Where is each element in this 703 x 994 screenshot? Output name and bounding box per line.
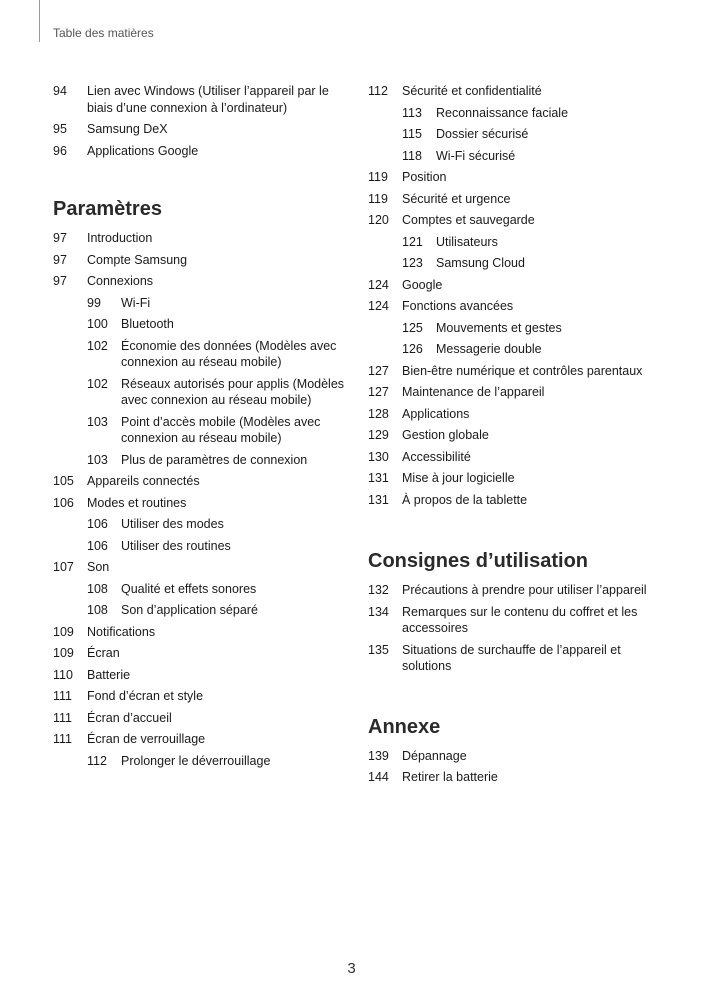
toc-entry[interactable] — [368, 191, 668, 208]
toc-entry[interactable] — [53, 273, 345, 290]
toc-entry-page: 124 — [368, 277, 389, 292]
toc-entry-page: 113 — [402, 105, 422, 120]
toc-left-column — [53, 83, 345, 774]
toc-entry-page: 130 — [368, 449, 389, 464]
toc-entry-page: 132 — [368, 583, 389, 597]
toc-entry-text: Compte Samsung — [87, 252, 188, 267]
section-title-consignes: Consignes d’utilisation — [368, 550, 589, 572]
toc-entry[interactable] — [53, 688, 345, 705]
toc-entry[interactable] — [53, 495, 345, 512]
toc-entry-text: Point d’accès mobile (Modèles avec connexion au réseau mobile) — [121, 414, 321, 445]
toc-entry-page: 144 — [368, 770, 389, 784]
toc-entry[interactable] — [53, 645, 345, 662]
toc-entry-text: Mouvements et gestes — [436, 320, 562, 335]
toc-entry[interactable] — [368, 126, 668, 143]
toc-entry-page: 108 — [87, 581, 108, 596]
toc-entry-page: 97 — [53, 231, 67, 245]
toc-entry-text: Notifications — [87, 624, 156, 639]
toc-entry[interactable] — [53, 252, 345, 269]
toc-entry-text: Google — [402, 277, 443, 292]
toc-entry-text: Son d’application séparé — [121, 603, 258, 617]
toc-entry-page: 97 — [53, 252, 67, 267]
toc-entry-page: 118 — [402, 148, 422, 163]
toc-entry[interactable] — [368, 363, 668, 380]
toc-entry-page: 100 — [87, 317, 108, 331]
toc-entry-page: 103 — [87, 414, 108, 429]
toc-entry[interactable] — [53, 452, 345, 469]
toc-entry-text: Batterie — [87, 667, 131, 682]
toc-entry[interactable] — [368, 255, 668, 272]
toc-entry-text: Réseaux autorisés pour applis (Modèles avec connexion au réseau mobile) — [121, 376, 345, 407]
toc-entry-page: 112 — [87, 753, 107, 768]
toc-entry[interactable] — [368, 83, 668, 100]
toc-entry-text: Économie des données (Modèles avec connexion au réseau mobile) — [121, 338, 337, 369]
toc-entry[interactable] — [53, 414, 345, 447]
toc-entry-text: Son — [87, 560, 110, 574]
toc-entry-page: 102 — [87, 376, 108, 391]
toc-entry-text: Sécurité et urgence — [402, 191, 511, 206]
toc-entry-text: Situations de surchauffe de l’appareil et solutions — [402, 642, 621, 673]
section-title-annexe: Annexe — [368, 715, 441, 738]
toc-list-parametres-left — [53, 230, 345, 769]
header-rule — [39, 0, 40, 42]
toc-entry-text: Précautions à prendre pour utiliser l’appareil — [402, 583, 647, 597]
toc-entry-page: 111 — [53, 689, 73, 703]
toc-entry-text: Bluetooth — [121, 317, 174, 331]
toc-entry-page: 110 — [53, 667, 73, 682]
toc-entry-page: 121 — [402, 234, 423, 249]
toc-entry[interactable] — [368, 769, 668, 786]
toc-entry-page: 128 — [368, 406, 389, 421]
toc-entry-text: Fonctions avancées — [402, 299, 514, 313]
toc-entry-text: Dossier sécurisé — [436, 127, 529, 141]
header-title: Table des matières — [53, 26, 154, 40]
toc-entry[interactable] — [368, 492, 668, 509]
toc-entry-page: 111 — [53, 732, 73, 746]
toc-entry-text: Sécurité et confidentialité — [402, 84, 542, 98]
toc-entry-page: 112 — [368, 84, 388, 98]
toc-entry-page: 106 — [87, 517, 108, 531]
toc-entry-page: 119 — [368, 191, 388, 206]
toc-entry-page: 109 — [53, 624, 74, 639]
toc-entry-text: Appareils connectés — [87, 474, 200, 488]
toc-entry[interactable] — [53, 516, 345, 533]
toc-entry[interactable] — [53, 538, 345, 555]
toc-entry[interactable] — [368, 169, 668, 186]
toc-entry-text: Gestion globale — [402, 428, 489, 442]
toc-entry-page: 131 — [368, 471, 389, 485]
toc-entry-page: 126 — [402, 342, 423, 356]
toc-entry[interactable] — [53, 376, 345, 409]
toc-entry[interactable] — [53, 121, 345, 138]
toc-entry[interactable] — [368, 341, 668, 358]
toc-entry[interactable] — [368, 449, 668, 466]
toc-entry[interactable] — [368, 384, 668, 401]
toc-entry-page: 131 — [368, 492, 389, 507]
toc-entry[interactable] — [53, 731, 345, 748]
toc-entry-text: Reconnaissance faciale — [436, 105, 569, 120]
toc-entry-page: 119 — [368, 170, 388, 184]
toc-entry-page: 123 — [402, 256, 423, 270]
toc-entry-text: Utiliser des routines — [121, 538, 231, 553]
toc-entry-text: À propos de la tablette — [402, 492, 528, 507]
toc-entry[interactable] — [53, 143, 345, 160]
toc-entry-text: Écran d’accueil — [87, 710, 172, 725]
toc-entry-text: Utilisateurs — [436, 234, 498, 249]
toc-entry-page: 115 — [402, 127, 422, 141]
toc-entry-text: Introduction — [87, 231, 153, 245]
toc-entry[interactable] — [53, 710, 345, 727]
toc-entry-text: Mise à jour logicielle — [402, 471, 515, 485]
toc-entry[interactable] — [53, 83, 345, 116]
toc-entry[interactable] — [368, 277, 668, 294]
toc-entry[interactable] — [53, 602, 345, 619]
toc-entry-text: Qualité et effets sonores — [121, 581, 257, 596]
toc-entry[interactable] — [368, 234, 668, 251]
toc-entry[interactable] — [368, 105, 668, 122]
toc-entry-text: Remarques sur le contenu du coffret et les accessoires — [402, 604, 638, 635]
toc-entry-text: Accessibilité — [402, 449, 471, 464]
toc-entry-page: 94 — [53, 84, 67, 98]
toc-entry[interactable] — [53, 753, 345, 770]
toc-entry-page: 134 — [368, 604, 389, 619]
toc-entry[interactable] — [368, 604, 668, 637]
toc-entry-page: 111 — [53, 710, 73, 725]
toc-entry-text: Lien avec Windows (Utiliser l’appareil par le biais d’une connexion à l’ordinateur) — [87, 84, 329, 115]
toc-right-column — [368, 83, 668, 791]
toc-list-annexe — [368, 748, 668, 786]
toc-entry[interactable] — [53, 624, 345, 641]
toc-entry[interactable] — [53, 559, 345, 576]
toc-entry-page: 102 — [87, 338, 108, 353]
toc-entry-page: 106 — [53, 495, 74, 510]
toc-entry-text: Écran de verrouillage — [87, 732, 206, 746]
toc-entry[interactable] — [53, 295, 345, 312]
page-number: 3 — [347, 960, 356, 977]
toc-entry-text: Samsung Cloud — [436, 256, 525, 270]
toc-entry[interactable] — [368, 748, 668, 765]
toc-entry-page: 96 — [53, 143, 67, 158]
toc-entry[interactable] — [53, 230, 345, 247]
toc-entry-text: Écran — [87, 646, 120, 660]
toc-list-consignes — [368, 582, 668, 675]
toc-entry[interactable] — [53, 316, 345, 333]
toc-entry[interactable] — [368, 298, 668, 315]
toc-entry-text: Prolonger le déverrouillage — [121, 753, 271, 768]
section-title-parametres: Paramètres — [53, 198, 162, 220]
toc-entry-text: Position — [402, 170, 447, 184]
toc-entry[interactable] — [368, 582, 668, 599]
toc-entry-page: 107 — [53, 560, 74, 574]
toc-entry-page: 139 — [368, 748, 389, 763]
toc-entry-text: Messagerie double — [436, 342, 542, 356]
toc-entry-page: 99 — [87, 295, 101, 310]
toc-entry-text: Fond d’écran et style — [87, 689, 204, 703]
toc-entry[interactable] — [368, 642, 668, 675]
toc-entry-text: Plus de paramètres de connexion — [121, 452, 308, 467]
toc-entry[interactable] — [368, 427, 668, 444]
toc-entry-page: 135 — [368, 642, 389, 657]
toc-entry-text: Samsung DeX — [87, 122, 168, 136]
toc-entry-text: Maintenance de l’appareil — [402, 385, 545, 399]
toc-entry[interactable] — [368, 320, 668, 337]
toc-entry[interactable] — [368, 470, 668, 487]
toc-entry-page: 108 — [87, 603, 108, 617]
toc-entry-text: Applications — [402, 406, 470, 421]
toc-entry-page: 95 — [53, 122, 67, 136]
toc-entry[interactable] — [53, 473, 345, 490]
toc-entry[interactable] — [368, 406, 668, 423]
toc-entry-page: 106 — [87, 538, 108, 553]
toc-list-intro — [53, 83, 345, 159]
toc-entry[interactable] — [368, 148, 668, 165]
toc-entry-text: Wi-Fi — [121, 295, 151, 310]
toc-entry-page: 105 — [53, 474, 74, 488]
toc-entry[interactable] — [368, 212, 668, 229]
toc-list-parametres-right — [368, 83, 668, 508]
toc-entry[interactable] — [53, 581, 345, 598]
toc-entry-text: Wi-Fi sécurisé — [436, 148, 516, 163]
toc-entry[interactable] — [53, 338, 345, 371]
toc-entry-text: Dépannage — [402, 748, 467, 763]
toc-entry-page: 109 — [53, 646, 74, 660]
toc-entry-page: 125 — [402, 320, 423, 335]
toc-entry-text: Applications Google — [87, 143, 199, 158]
toc-entry-page: 129 — [368, 428, 389, 442]
toc-entry-page: 127 — [368, 363, 389, 378]
toc-entry-page: 103 — [87, 452, 108, 467]
toc-entry-page: 127 — [368, 385, 389, 399]
toc-entry-page: 124 — [368, 299, 389, 313]
toc-entry-text: Utiliser des modes — [121, 517, 224, 531]
toc-entry-page: 97 — [53, 274, 67, 288]
toc-entry-text: Comptes et sauvegarde — [402, 213, 535, 227]
toc-entry-text: Connexions — [87, 274, 154, 288]
toc-entry-page: 120 — [368, 213, 389, 227]
toc-entry-text: Retirer la batterie — [402, 770, 498, 784]
toc-entry[interactable] — [53, 667, 345, 684]
toc-entry-text: Bien-être numérique et contrôles parentaux — [402, 363, 643, 378]
toc-entry-text: Modes et routines — [87, 495, 187, 510]
